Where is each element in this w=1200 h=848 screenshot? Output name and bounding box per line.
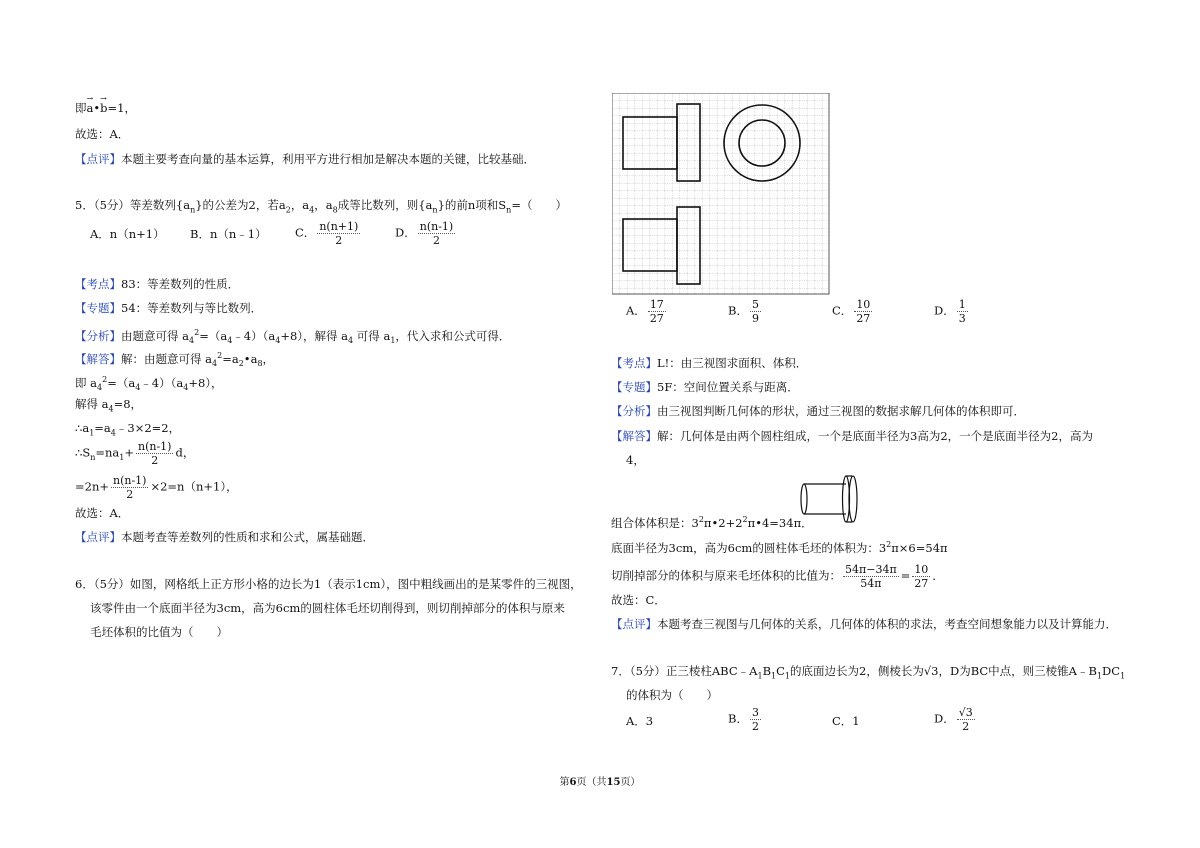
numerator: 10: [856, 298, 871, 311]
sub: 4: [135, 383, 141, 393]
label: C．: [832, 303, 853, 318]
text: d，: [175, 445, 195, 460]
solution-step: [75, 396, 142, 417]
sub: 4: [97, 383, 103, 393]
text-line: [75, 100, 136, 116]
numerator: 3: [751, 706, 759, 719]
text: ，D为BC中点，则三棱锥A﹣B: [938, 664, 1097, 678]
fraction: [843, 563, 899, 590]
comment-line: [611, 616, 1117, 632]
fraction: [111, 474, 148, 501]
ratio-line: [611, 563, 944, 590]
tag: 【专题】: [75, 301, 121, 315]
text: 5．（5分）等差数列{a: [75, 198, 191, 212]
tag: 【分析】: [611, 404, 657, 418]
q5-option-a: A．n（n+1）: [90, 227, 165, 241]
solution-step: [75, 440, 194, 467]
sub: 4: [108, 404, 114, 414]
sub: n: [90, 452, 96, 462]
denominator: 27: [914, 577, 929, 590]
sub: 4: [212, 359, 218, 369]
numerator: √3: [958, 706, 973, 719]
label: A．: [626, 303, 646, 318]
vector-a: [87, 100, 94, 116]
text: =a: [94, 421, 111, 435]
sub: 2: [285, 205, 291, 215]
text: =1，: [107, 101, 136, 115]
sub: 4: [275, 336, 281, 346]
sub: n: [190, 205, 196, 215]
denominator: 54π: [860, 577, 882, 590]
sup: 2: [194, 328, 200, 337]
fraction: [957, 706, 975, 733]
text: DC: [1102, 664, 1121, 678]
sup: 2: [102, 375, 108, 384]
question-6: 6．（5分）如图，网格纸上正方形小格的边长为1（表示1cm），图中粗线画出的是某零件的三视图，: [75, 577, 582, 591]
label: B．: [728, 711, 748, 726]
q7-option-a: A．3: [626, 714, 654, 728]
sup: 2: [217, 351, 223, 360]
tag: 【分析】: [75, 328, 121, 343]
text: 成等比数列，则{a: [337, 198, 433, 212]
text: L!：由三视图求面积、体积．: [657, 356, 808, 370]
jieda-cont: 4，: [626, 453, 645, 467]
fraction: [750, 706, 761, 733]
text: =a: [222, 351, 239, 366]
sub: 1: [784, 671, 791, 681]
text: ∴a: [75, 421, 90, 435]
text: 解：由题意可得 a: [121, 351, 213, 366]
text: ，代入求和公式可得．: [395, 328, 511, 343]
tag: 【考点】: [611, 356, 657, 370]
text: ﹣4）（a: [140, 375, 184, 390]
numerator: 54π−34π: [845, 563, 897, 576]
q5-option-b: B．n（n﹣1）: [190, 227, 267, 241]
denominator: 3: [958, 312, 966, 325]
numerator: 10: [914, 563, 929, 576]
text: a: [86, 101, 94, 115]
sub: n: [506, 205, 512, 215]
volume-line: [611, 512, 813, 531]
question-5: [75, 197, 567, 218]
sub: 1: [1096, 671, 1103, 681]
page-number: 6: [569, 777, 577, 788]
label: D．: [934, 303, 955, 318]
zhuanti-line: [611, 379, 799, 395]
sub: 8: [332, 205, 338, 215]
text: ×2=n（n+1），: [150, 479, 238, 494]
text: 第: [559, 777, 570, 788]
text: •a: [243, 351, 258, 366]
label: C．: [295, 225, 316, 240]
question-6-cont: 毛坯体积的比值为（ ）: [90, 625, 228, 639]
tag: 【考点】: [75, 277, 121, 291]
question-7-cont: 的体积为（ ）: [626, 688, 718, 702]
numerator: n(n+1): [319, 220, 359, 233]
sub: 1: [89, 428, 95, 438]
text: =（a: [107, 375, 136, 390]
fenxi-line: [75, 325, 510, 349]
text: π×6=54π: [891, 540, 948, 555]
answer-line: 故选：C．: [611, 593, 666, 607]
sub: 1: [771, 671, 777, 681]
q6-option-d: [934, 298, 970, 325]
fraction: [317, 220, 360, 247]
q6-option-c: [832, 298, 874, 325]
question-7: [611, 663, 1125, 684]
sub: n: [432, 205, 438, 215]
text: 即 a: [75, 375, 98, 390]
numerator: 17: [649, 298, 664, 311]
page-footer: [0, 773, 1200, 788]
text: 7．（5分）正三棱柱ABC﹣A: [611, 664, 758, 678]
denominator: 2: [126, 488, 134, 501]
text: C: [776, 664, 785, 678]
tag: 【解答】: [611, 429, 657, 443]
q5-option-c: [295, 220, 362, 247]
grid-paper: [612, 93, 829, 294]
answer-line: 故选：A．: [75, 127, 130, 141]
text: 解得 a: [75, 397, 109, 411]
text: +: [124, 445, 134, 460]
text: •: [93, 101, 101, 115]
label: D．: [395, 225, 416, 240]
text: 54：等差数列与等比数列．: [121, 301, 263, 315]
volume-line: [611, 537, 948, 556]
text: √3: [923, 664, 939, 678]
text: π•4=34π．: [747, 515, 813, 530]
tag: 【专题】: [611, 380, 657, 394]
tag: 【点评】: [75, 530, 121, 544]
sup: 2: [698, 515, 704, 524]
kaodian-line: [611, 355, 807, 371]
sub: 1: [390, 336, 396, 346]
total-pages: 15: [606, 777, 621, 788]
comment-text: 本题主要考查向量的基本运算，利用平方进行相加是解决本题的关键，比较基础．: [121, 152, 535, 166]
zhuanti-line: [75, 300, 262, 316]
text: 5F：空间位置关系与距离．: [657, 380, 799, 394]
sub: 2: [238, 359, 244, 369]
solution-step: [75, 372, 223, 396]
fraction: [750, 298, 761, 325]
numerator: 1: [958, 298, 966, 311]
text: 由三视图判断几何体的形状，通过三视图的数据求解几何体的体积即可．: [657, 404, 1025, 418]
text: 即: [75, 101, 87, 115]
text: 可得 a: [353, 328, 391, 343]
denominator: 2: [751, 720, 759, 733]
sub: 4: [348, 336, 354, 346]
text: =（a: [199, 328, 228, 343]
comment-line: [75, 529, 374, 545]
fraction: [648, 298, 666, 325]
text: }的公差为2，若a: [195, 198, 286, 212]
text: 切削掉部分的体积与原来毛坯体积的比值为：: [611, 568, 841, 583]
text: 解：几何体是由两个圆柱组成，一个是底面半径为3高为2，一个是底面半径为2，高为: [657, 429, 1093, 443]
sub: 4: [189, 336, 195, 346]
jieda-line: [611, 428, 1093, 444]
three-view-figure: [612, 93, 830, 295]
sub: 8: [257, 359, 263, 369]
solution-step: [75, 420, 180, 441]
denominator: 27: [649, 312, 664, 325]
sub: 4: [227, 336, 233, 346]
q7-option-b: [728, 706, 763, 733]
sup: 2: [886, 540, 892, 549]
text: ，a: [314, 198, 333, 212]
text: ﹣3×2=2，: [115, 421, 181, 435]
answer-line: 故选：A．: [75, 506, 130, 520]
vector-b: [100, 100, 107, 116]
sup: 2: [742, 515, 748, 524]
text: =2n+: [75, 479, 109, 494]
q7-option-d: [934, 706, 977, 733]
fenxi-line: [611, 403, 1025, 419]
denominator: 27: [856, 312, 871, 325]
text: +8），: [188, 375, 223, 390]
q5-option-d: [395, 220, 457, 247]
text: =: [900, 568, 911, 583]
denominator: 2: [151, 454, 159, 467]
numerator: n(n-1): [113, 474, 147, 487]
fraction: [418, 220, 455, 247]
text: 的底面边长为2，侧棱长为: [790, 664, 924, 678]
numerator: n(n-1): [419, 220, 454, 233]
tag: 【解答】: [75, 351, 121, 366]
denominator: 9: [751, 312, 759, 325]
numerator: n(n-1): [138, 440, 172, 453]
text: ，: [262, 351, 275, 366]
jieda-line: [75, 348, 274, 372]
numerator: 5: [751, 298, 759, 311]
text: =（ ）: [511, 198, 567, 212]
q7-option-c: C．1: [832, 714, 860, 728]
solution-step: [75, 474, 238, 501]
sub: 1: [119, 452, 125, 462]
comment-line: [75, 151, 535, 167]
sub: 1: [757, 671, 763, 681]
tag: 【点评】: [611, 617, 657, 631]
text: 本题考查等差数列的性质和求和公式，属基础题．: [121, 530, 374, 544]
sub: 1: [1120, 671, 1126, 681]
comment-tag: 【点评】: [75, 152, 121, 166]
q6-option-b: [728, 298, 763, 325]
sub: 4: [110, 428, 116, 438]
sub: 4: [183, 383, 189, 393]
denominator: 2: [432, 234, 440, 247]
fraction: [136, 440, 173, 467]
text: 底面半径为3cm，高为6cm的圆柱体毛坯的体积为：3: [611, 540, 887, 555]
sub: 4: [309, 205, 315, 215]
text: 由题意可得 a: [121, 328, 190, 343]
text: B: [762, 664, 772, 678]
fraction: [957, 298, 968, 325]
label: B．: [728, 303, 748, 318]
kaodian-line: [75, 276, 239, 292]
text: 页（共: [576, 777, 607, 788]
q6-option-a: [626, 298, 668, 325]
text: }的前n项和S: [437, 198, 507, 212]
fraction: [912, 563, 930, 590]
denominator: 2: [962, 720, 970, 733]
text: 页）: [620, 777, 641, 788]
text: 本题考查三视图与几何体的关系，几何体的体积的求法，考查空间想象能力以及计算能力．: [657, 617, 1117, 631]
label: D．: [934, 711, 955, 726]
text: 83：等差数列的性质．: [121, 277, 240, 291]
text: b: [100, 101, 108, 115]
denominator: 2: [335, 234, 343, 247]
fraction: [854, 298, 872, 325]
text: +8），解得 a: [280, 328, 349, 343]
text: ﹣4）（a: [232, 328, 276, 343]
text: ．: [932, 568, 944, 583]
text: ，a: [290, 198, 310, 212]
text: =na: [95, 445, 120, 460]
text: ∴S: [75, 445, 91, 460]
text: π•2+2: [703, 515, 743, 530]
text: 组合体体积是：3: [611, 515, 699, 530]
text: =8，: [113, 397, 143, 411]
question-6-cont: 该零件由一个底面半径为3cm，高为6cm的圆柱体毛坯切削得到，则切削掉部分的体积与原来: [90, 601, 565, 615]
